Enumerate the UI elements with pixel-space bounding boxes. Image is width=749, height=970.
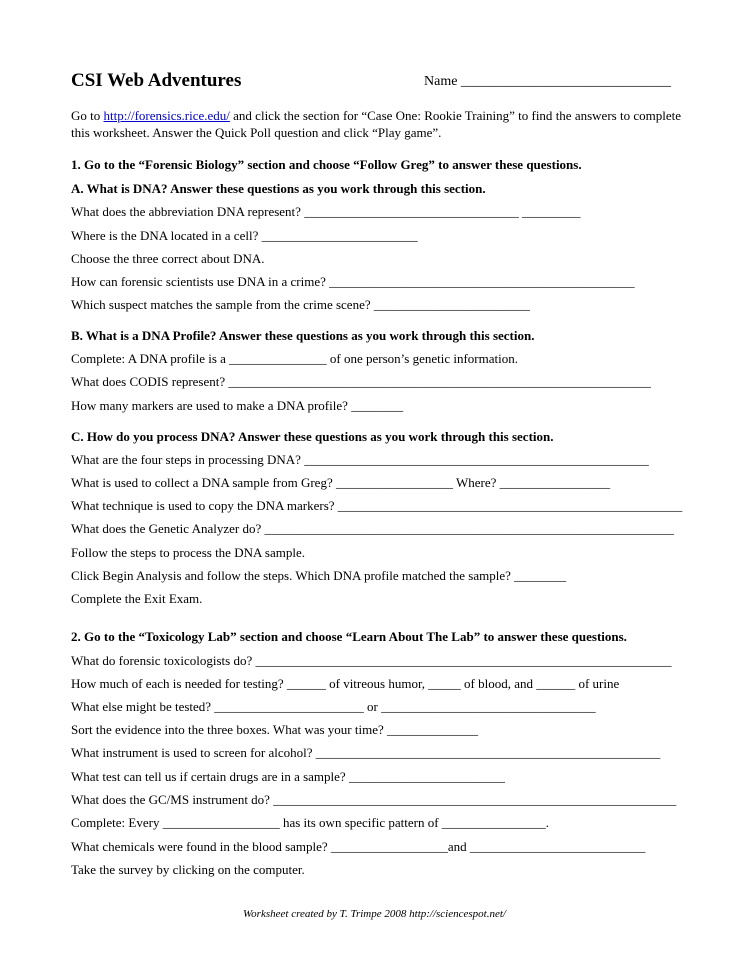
question-line: What test can tell us if certain drugs are in a sample? ________________________	[71, 769, 505, 784]
page-title: CSI Web Adventures	[71, 70, 242, 91]
section-a-heading: A. What is DNA? Answer these questions as you work through this section.	[71, 181, 486, 196]
question-line: What do forensic toxicologists do? ________________________________________________________________	[71, 653, 672, 668]
intro-paragraph	[71, 107, 681, 141]
question-line: Complete the Exit Exam.	[71, 591, 203, 606]
question-line: Which suspect matches the sample from the crime scene? ________________________	[71, 297, 530, 312]
question-line: What instrument is used to screen for alcohol? _____________________________________________________	[71, 745, 661, 760]
section-b-heading: B. What is a DNA Profile? Answer these questions as you work through this section.	[71, 328, 535, 343]
question-line: Sort the evidence into the three boxes. What was your time? ______________	[71, 722, 478, 737]
question-line: What does the Genetic Analyzer do? _______________________________________________________________	[71, 521, 674, 536]
question-line: What is used to collect a DNA sample from Greg? __________________ Where? _________________	[71, 475, 611, 490]
question-line: What else might be tested? _______________________ or _________________________________	[71, 699, 596, 714]
question-line: Take the survey by clicking on the computer.	[71, 862, 305, 877]
question-line: Complete: Every __________________ has its own specific pattern of ________________.	[71, 815, 550, 830]
part1-heading: 1. Go to the “Forensic Biology” section and choose “Follow Greg” to answer these questions.	[71, 157, 582, 172]
question-line: What does the abbreviation DNA represent? _________________________________ _________	[71, 204, 581, 219]
question-line: What does the GC/MS instrument do? ______________________________________________________________	[71, 792, 677, 807]
question-line: How much of each is needed for testing? ______ of vitreous humor, _____ of blood, and ______ of urine	[71, 676, 620, 691]
question-line: Click Begin Analysis and follow the steps. Which DNA profile matched the sample? ________	[71, 568, 567, 583]
question-line: Choose the three correct about DNA.	[71, 251, 265, 266]
section-c-heading: C. How do you process DNA? Answer these questions as you work through this section.	[71, 429, 554, 444]
question-line: Where is the DNA located in a cell? ________________________	[71, 228, 418, 243]
forensics-link[interactable]: http://forensics.rice.edu/	[103, 108, 230, 123]
question-line: What chemicals were found in the blood sample? __________________and ___________________________	[71, 839, 646, 854]
intro-text-end: and click the section for “Case One: Rookie Training” to find the answers to complete this worksheet. Answer the Quick Poll question and click “Play game”.	[71, 108, 682, 140]
intro-text-start: Go to	[71, 108, 104, 123]
question-line: What does CODIS represent? _________________________________________________________________	[71, 374, 651, 389]
question-line: How many markers are used to make a DNA profile? ________	[71, 398, 404, 413]
name-field-label: Name ______________________________	[424, 74, 671, 89]
question-line: How can forensic scientists use DNA in a crime? _______________________________________________	[71, 274, 635, 289]
part2-heading: 2. Go to the “Toxicology Lab” section and choose “Learn About The Lab” to answer these questions.	[71, 629, 627, 644]
question-line: What technique is used to copy the DNA markers? _____________________________________________________	[71, 498, 683, 513]
footer-credit: Worksheet created by T. Trimpe 2008 http://sciencespot.net/	[243, 908, 506, 920]
question-line: Complete: A DNA profile is a _______________ of one person’s genetic information.	[71, 351, 518, 366]
question-line: What are the four steps in processing DNA? _____________________________________________________	[71, 452, 649, 467]
question-line: Follow the steps to process the DNA sample.	[71, 545, 305, 560]
